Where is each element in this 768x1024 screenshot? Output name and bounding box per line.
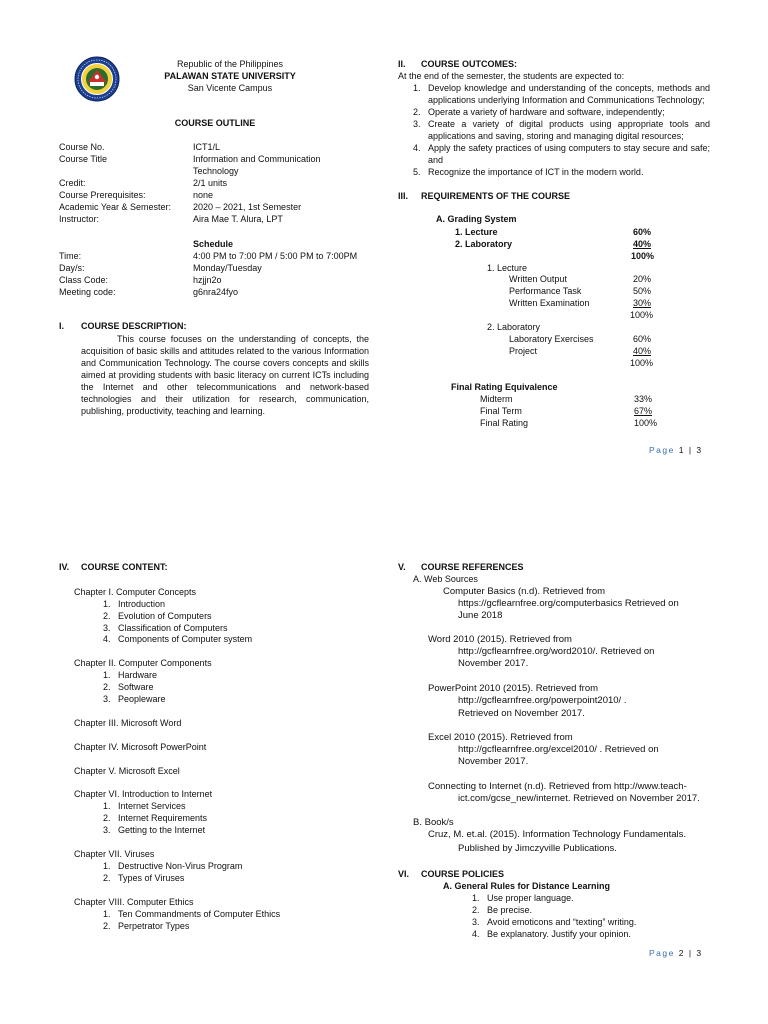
reference-line: https://gcflearnfree.org/computerbasics Retrieved on — [458, 598, 679, 609]
info-label: Course Prerequisites: — [59, 190, 146, 200]
info-value: 2020 – 2021, 1st Semester — [193, 202, 302, 212]
university-name: PALAWAN STATE UNIVERSITY — [164, 71, 296, 81]
list-item: 2. Internet Requirements — [103, 813, 208, 823]
schedule-value: Monday/Tuesday — [193, 263, 262, 273]
lecture-item-label: Written Examination — [509, 298, 590, 308]
list-item: 3. Classification of Computers — [103, 623, 228, 633]
reference-line: June 2018 — [458, 610, 503, 621]
chapter-topic: Software — [118, 682, 154, 692]
reference-line: November 2017. — [458, 658, 529, 669]
chapter-topic: Components of Computer system — [118, 634, 253, 644]
references-title: COURSE REFERENCES — [421, 562, 524, 572]
final-rating-title: Final Rating Equivalence — [451, 382, 558, 392]
schedule-label: Class Code: — [59, 275, 109, 285]
list-number: 4. — [413, 143, 421, 153]
grading-value: 60% — [633, 227, 652, 237]
chapter-title: Chapter VI. Introduction to Internet — [74, 789, 213, 799]
policies-subtitle: A. General Rules for Distance Learning — [443, 881, 611, 891]
policy-item: Avoid emoticons and “texting” writing. — [487, 917, 637, 927]
info-label: Academic Year & Semester: — [59, 202, 172, 212]
schedule-value: g6nra24fyo — [193, 287, 239, 297]
reference-line: Retrieved on November 2017. — [458, 708, 585, 719]
grading-label: 2. Laboratory — [455, 239, 513, 249]
books-heading: B. Book/s — [413, 817, 454, 828]
list-item: 2. Software — [103, 682, 154, 692]
page-number-1 — [649, 444, 703, 456]
chapter-title: Chapter V. Microsoft Excel — [74, 766, 180, 776]
schedule-label: Time: — [59, 251, 82, 261]
chapter-topic: Internet Services — [118, 801, 186, 811]
republic-line: Republic of the Philippines — [176, 59, 284, 69]
page-number-2 — [649, 947, 703, 959]
chapter-topic: Perpetrator Types — [118, 921, 190, 931]
final-item-value: 33% — [634, 394, 653, 404]
list-item: 1. Internet Services — [103, 801, 186, 811]
schedule-value: 4:00 PM to 7:00 PM / 5:00 PM to 7:00PM — [193, 251, 358, 261]
chapter-topic: Hardware — [118, 670, 158, 680]
reference-line: http://gcflearnfree.org/word2010/. Retrieved on — [458, 646, 655, 657]
info-value: Technology — [193, 166, 239, 176]
content-title: COURSE CONTENT: — [81, 562, 168, 572]
section-number: VI. — [398, 869, 410, 879]
reference-line: PowerPoint 2010 (2015). Retrieved from — [428, 683, 599, 694]
outcome-item: Create a variety of digital products using appropriate tools and applications and saving, storing and managing digital resources; — [428, 119, 710, 141]
chapter-topic: Classification of Computers — [118, 623, 228, 633]
lecture-item-value: 50% — [633, 286, 652, 296]
chapter-topic: Internet Requirements — [118, 813, 208, 823]
grading-title: A. Grading System — [436, 214, 517, 224]
lab-heading: 2. Laboratory — [487, 322, 541, 332]
info-label: Instructor: — [59, 214, 100, 224]
list-item: 2. Types of Viruses — [103, 873, 185, 883]
outcome-item: Operate a variety of hardware and software, independently; — [428, 107, 665, 117]
outcomes-intro: At the end of the semester, the students are expected to: — [398, 71, 625, 81]
lab-item-label: Project — [509, 346, 538, 356]
chapter-topic: Getting to the Internet — [118, 825, 206, 835]
reference-line: http://gcflearnfree.org/powerpoint2010/ . — [458, 695, 627, 706]
list-item: 4. Components of Computer system — [103, 634, 253, 644]
section-number: III. — [398, 191, 409, 201]
lecture-item-value: 20% — [633, 274, 652, 284]
campus-name: San Vicente Campus — [187, 83, 273, 93]
chapter-topic: Types of Viruses — [118, 873, 185, 883]
reference-line: Connecting to Internet (n.d). Retrieved from http://www.teach- — [428, 781, 687, 792]
web-sources-heading: A. Web Sources — [413, 574, 478, 584]
reference-line: Excel 2010 (2015). Retrieved from — [428, 732, 573, 743]
list-item: 4. Be explanatory. Justify your opinion. — [472, 929, 631, 939]
grading-value: 40% — [633, 239, 652, 249]
section-number: IV. — [59, 562, 70, 572]
grading-label: 1. Lecture — [455, 227, 498, 237]
info-label: Course No. — [59, 142, 105, 152]
reference-line: Cruz, M. et.al. (2015). Information Technology Fundamentals. — [428, 829, 687, 840]
list-item: 1. Introduction — [103, 599, 166, 609]
reference-line: Published by Jimczyville Publications. — [458, 843, 617, 854]
list-item: 2. Perpetrator Types — [103, 921, 190, 931]
requirements-title: REQUIREMENTS OF THE COURSE — [421, 191, 571, 201]
lecture-item-value: 30% — [633, 298, 652, 308]
section-number: V. — [398, 562, 406, 572]
reference-line: November 2017. — [458, 756, 529, 767]
list-number: 2. — [413, 107, 421, 117]
info-label: Course Title — [59, 154, 108, 164]
lab-item-value: 60% — [633, 334, 652, 344]
outcome-item: Apply the safety practices of using computers to stay secure and safe; and — [428, 143, 710, 165]
reference-line: ict.com/gcse_new/internet. Retrieved on November 2017. — [458, 793, 700, 804]
policy-item: Be precise. — [487, 905, 533, 915]
schedule-label: Meeting code: — [59, 287, 116, 297]
list-number: 3. — [413, 119, 421, 129]
reference-line: Word 2010 (2015). Retrieved from — [428, 634, 572, 645]
lab-item-value: 40% — [633, 346, 652, 356]
description-text: This course focuses on the understanding of concepts, the acquisition of basic skills and attitudes related to the various Information and Communication Technology. The course covers concepts and skills aimed at providing students with basic literacy on current ICTs including the Internet and other telecommunications and network-based technologies and their utilization for research, communication, publishing, productivity, teaching and learning. — [81, 334, 369, 416]
page-count: 2 | 3 — [678, 948, 703, 958]
outcome-item: Develop knowledge and understanding of the concepts, methods and applications underlying Information and Communications Technology; — [428, 83, 710, 105]
schedule-title: Schedule — [193, 239, 234, 249]
reference-line: Computer Basics (n.d). Retrieved from — [443, 586, 606, 597]
page-label: Page — [649, 445, 675, 455]
chapter-topic: Destructive Non-Virus Program — [118, 861, 243, 871]
policy-item: Use proper language. — [487, 893, 574, 903]
list-number: 1. — [413, 83, 421, 93]
lecture-item-label: Performance Task — [509, 286, 582, 296]
chapter-title: Chapter VIII. Computer Ethics — [74, 897, 194, 907]
final-item-label: Final Rating — [480, 418, 529, 428]
list-item: 3. Avoid emoticons and “texting” writing. — [472, 917, 637, 927]
chapter-topic: Evolution of Computers — [118, 611, 212, 621]
info-value: Information and Communication — [193, 154, 321, 164]
final-item-label: Final Term — [480, 406, 522, 416]
page-label: Page — [649, 948, 675, 958]
list-item: 1. Use proper language. — [472, 893, 574, 903]
chapter-topic: Peopleware — [118, 694, 166, 704]
chapter-topic: Introduction — [118, 599, 166, 609]
list-item: 2. Be precise. — [472, 905, 533, 915]
info-value: Aira Mae T. Alura, LPT — [193, 214, 283, 224]
lecture-total: 100% — [630, 310, 654, 320]
reference-line: http://gcflearnfree.org/excel2010/ . Retrieved on — [458, 744, 659, 755]
list-item: 3. Peopleware — [103, 694, 166, 704]
list-item: 2. Evolution of Computers — [103, 611, 212, 621]
chapter-title: Chapter VII. Viruses — [74, 849, 155, 859]
lecture-item-label: Written Output — [509, 274, 567, 284]
info-value: ICT1/L — [193, 142, 221, 152]
list-item: 1. Ten Commandments of Computer Ethics — [103, 909, 281, 919]
outline-title: COURSE OUTLINE — [174, 118, 256, 128]
info-value: 2/1 units — [193, 178, 228, 188]
info-label: Credit: — [59, 178, 86, 188]
list-item: 1. Destructive Non-Virus Program — [103, 861, 243, 871]
list-number: 5. — [413, 167, 421, 177]
grading-total: 100% — [631, 251, 655, 261]
chapter-title: Chapter III. Microsoft Word — [74, 718, 182, 728]
chapter-topic: Ten Commandments of Computer Ethics — [118, 909, 281, 919]
section-number: I. — [59, 321, 65, 331]
chapter-title: Chapter I. Computer Concepts — [74, 587, 197, 597]
policy-item: Be explanatory. Justify your opinion. — [487, 929, 631, 939]
section-number: II. — [398, 59, 406, 69]
policies-title: COURSE POLICIES — [421, 869, 505, 879]
seal-icon — [74, 56, 120, 102]
list-item: 1. Hardware — [103, 670, 158, 680]
chapter-title: Chapter IV. Microsoft PowerPoint — [74, 742, 207, 752]
info-value: none — [193, 190, 214, 200]
page-count: 1 | 3 — [678, 445, 703, 455]
lecture-heading: 1. Lecture — [487, 263, 528, 273]
description-title: COURSE DESCRIPTION: — [81, 321, 187, 331]
lab-total: 100% — [630, 358, 654, 368]
lab-item-label: Laboratory Exercises — [509, 334, 594, 344]
university-seal — [74, 56, 120, 102]
final-item-label: Midterm — [480, 394, 513, 404]
final-item-value: 67% — [634, 406, 653, 416]
list-item: 3. Getting to the Internet — [103, 825, 206, 835]
final-item-value: 100% — [634, 418, 658, 428]
outcome-item: Recognize the importance of ICT in the modern world. — [428, 167, 644, 177]
outcomes-title: COURSE OUTCOMES: — [421, 59, 518, 69]
schedule-label: Day/s: — [59, 263, 85, 273]
chapter-title: Chapter II. Computer Components — [74, 658, 212, 668]
schedule-value: hzjjn2o — [193, 275, 222, 285]
